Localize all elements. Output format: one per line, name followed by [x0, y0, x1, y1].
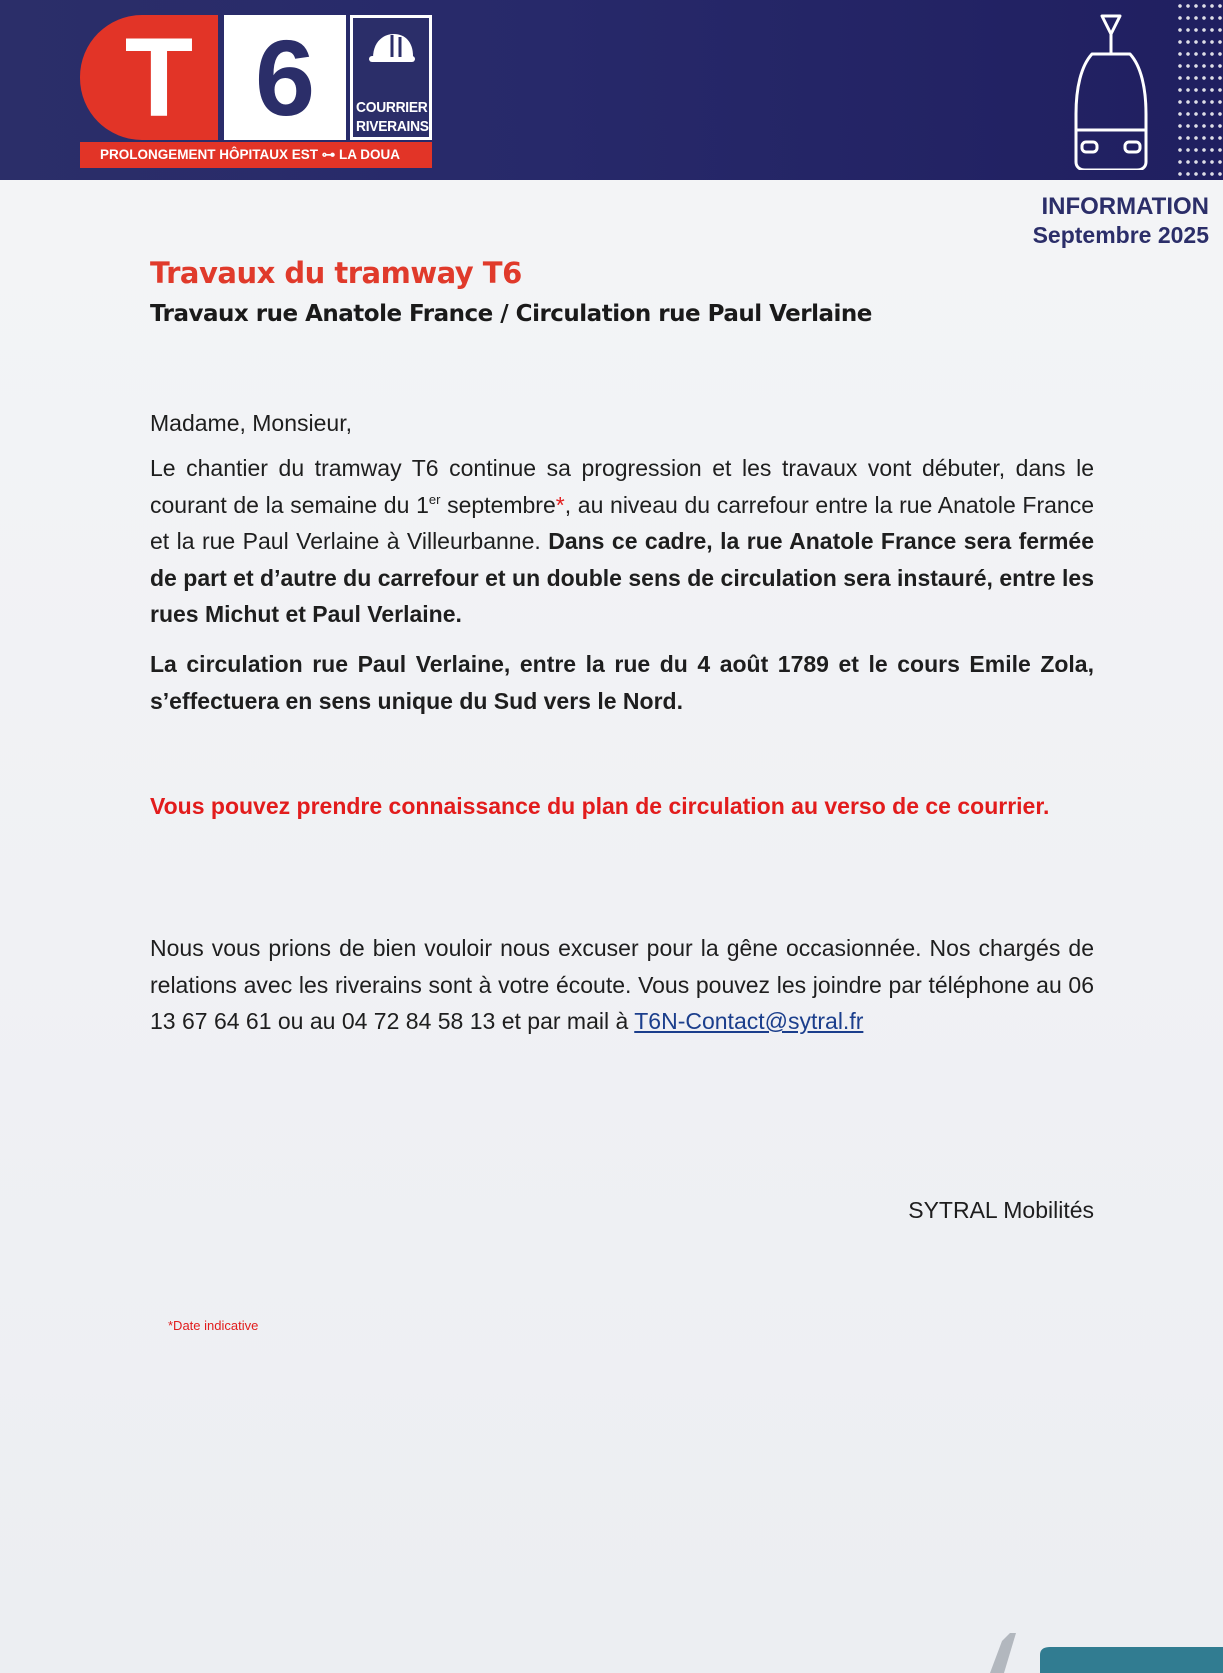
p4-text: Nous vous prions de bien vouloir nous excuser pour la gêne occasionnée. Nos chargés de relations avec les riverains sont à votre écoute. Vous pouvez les joindre par téléphone au 06 13 67 64 61 ou au 04 72 84 58 13 et par mail à: [150, 935, 1094, 1034]
letter-title: Travaux du tramway T6: [150, 256, 522, 290]
dot-pattern: [1176, 0, 1223, 180]
contact-email-link[interactable]: T6N-Contact@sytral.fr: [634, 1008, 864, 1034]
p1-ordinal: er: [428, 491, 441, 507]
paragraph-circulation: La circulation rue Paul Verlaine, entre la rue du 4 août 1789 et le cours Emile Zola, s’effectuera en sens unique du Sud vers le Nord.: [150, 651, 1094, 714]
logo-courrier-riverains: [350, 15, 432, 140]
paragraph-works: [150, 450, 1094, 633]
logo-t-letter: T: [80, 15, 218, 140]
info-block: [1033, 193, 1209, 249]
p1-text-2: septembre: [440, 491, 556, 518]
riverains-label: RIVERAINS: [356, 118, 429, 135]
footer-brand-mark: [990, 1633, 1223, 1673]
paragraph-contact: [150, 930, 1094, 1040]
info-label: INFORMATION: [1041, 193, 1209, 220]
header-banner: [0, 0, 1223, 180]
greeting: Madame, Monsieur,: [150, 410, 352, 436]
paragraph-plan-notice: Vous pouvez prendre connaissance du plan de circulation au verso de ce courrier.: [150, 793, 1050, 819]
logo-number: 6: [224, 15, 346, 140]
hard-hat-icon: [367, 28, 417, 68]
p1-bold-text: Dans ce cadre, la rue Anatole France sera fermée de part et d’autre du carrefour et un double sens de circulation sera instauré, entre les rues Michut et Paul Verlaine.: [150, 528, 1094, 627]
tram-icon: [1070, 12, 1152, 170]
p1-text-1: Le chantier du tramway T6 continue sa progression et les travaux vont débuter, dans le courant de la semaine du 1: [150, 455, 1094, 518]
logo-tagline: PROLONGEMENT HÔPITAUX EST ⊶ LA DOUA: [80, 142, 432, 168]
footnote: *Date indicative: [168, 1318, 259, 1333]
p1-text-3: , au niveau du carrefour entre la rue Anatole France et la rue Paul Verlaine à Villeurbanne.: [150, 491, 1094, 554]
info-date: Septembre 2025: [1032, 222, 1209, 248]
courrier-riverains-label: [356, 98, 429, 136]
p1-asterisk: *: [555, 491, 565, 518]
letter-subtitle: Travaux rue Anatole France / Circulation rue Paul Verlaine: [150, 301, 872, 327]
courrier-label: COURRIER: [356, 99, 428, 116]
signature: SYTRAL Mobilités: [908, 1197, 1094, 1223]
